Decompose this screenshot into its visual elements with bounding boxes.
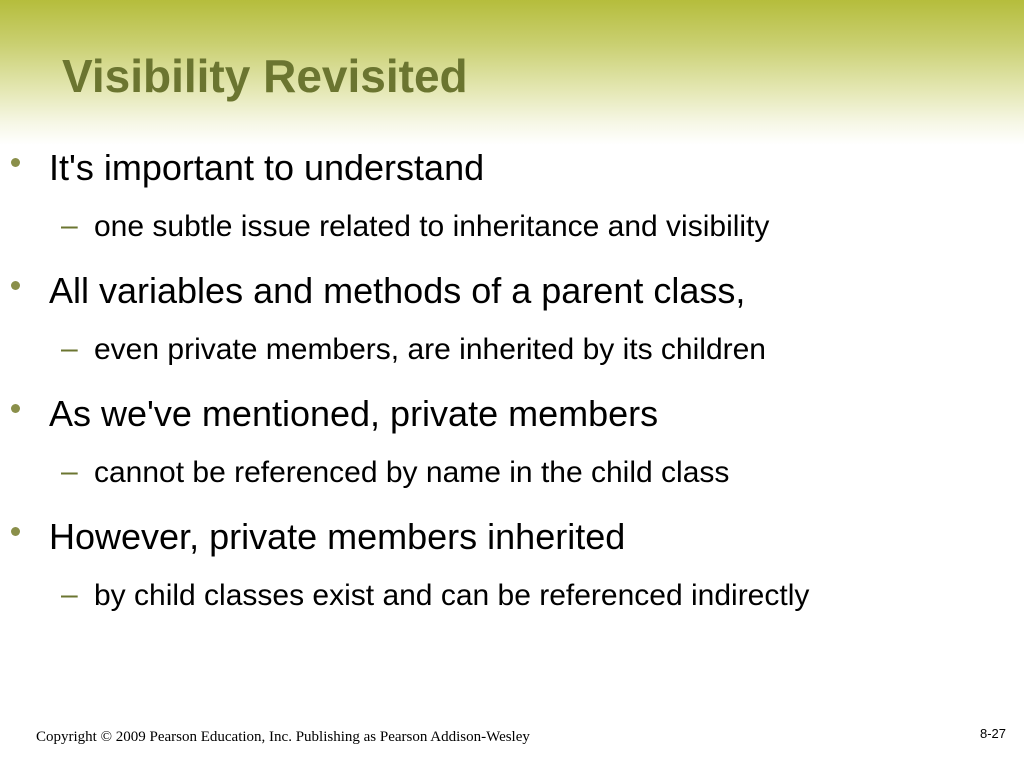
dash-icon: –: [61, 332, 78, 365]
bullet-text: It's important to understand: [49, 147, 485, 188]
bullet-item: [0, 386, 1024, 448]
bullet-text: All variables and methods of a parent class,: [49, 270, 746, 311]
dash-icon: –: [61, 209, 78, 242]
sub-bullet-text: one subtle issue related to inheritance and visibility: [94, 210, 770, 243]
bullet-text: However, private members inherited: [49, 516, 626, 557]
bullet-item: [0, 509, 1024, 571]
sub-bullet-item: [0, 571, 1024, 632]
bullet-dot-icon: [11, 158, 20, 167]
bullet-item: [0, 263, 1024, 325]
bullet-text: As we've mentioned, private members: [49, 393, 659, 434]
dash-icon: –: [61, 578, 78, 611]
footer-copyright: Copyright © 2009 Pearson Education, Inc. Publishing as Pearson Addison-Wesley: [36, 729, 530, 745]
sub-bullet-text: even private members, are inherited by its children: [94, 333, 766, 366]
bullet-list: [0, 140, 1024, 632]
bullet-dot-icon: [11, 404, 20, 413]
page-number: 8-27: [979, 726, 1006, 741]
slide-title: Visibility Revisited: [62, 50, 468, 102]
sub-bullet-item: [0, 202, 1024, 263]
bullet-dot-icon: [11, 281, 20, 290]
sub-bullet-text: by child classes exist and can be referenced indirectly: [94, 579, 810, 612]
sub-bullet-item: [0, 325, 1024, 386]
bullet-item: [0, 140, 1024, 202]
bullet-dot-icon: [11, 527, 20, 536]
dash-icon: –: [61, 455, 78, 488]
sub-bullet-text: cannot be referenced by name in the child class: [94, 456, 730, 489]
sub-bullet-item: [0, 448, 1024, 509]
